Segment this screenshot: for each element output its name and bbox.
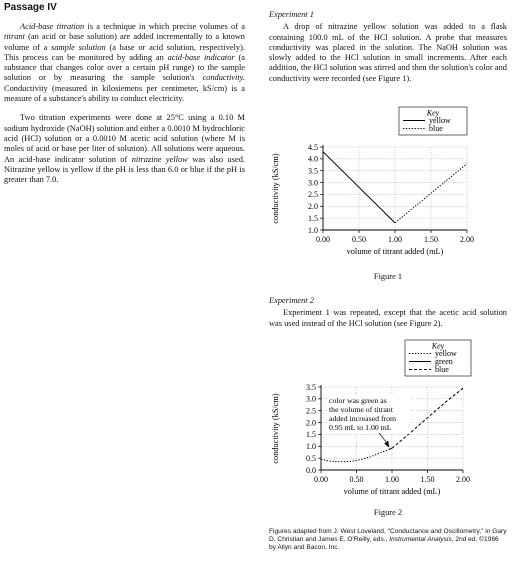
passage-text-run: (a base or acid solution, respectively). This process can be monitored by adding an: [4, 42, 246, 62]
y-tick-label: 2.0: [306, 418, 316, 428]
x-tick-label: 0.50: [352, 235, 366, 244]
figure-credit: [269, 528, 507, 553]
legend-title: Key: [431, 341, 445, 351]
passage-title: Passage IV: [4, 2, 57, 13]
experiment-2-section: [269, 296, 507, 329]
y-tick-label: 3.5: [308, 166, 318, 176]
figure-2-chart: [269, 337, 507, 505]
passage-text: [4, 22, 245, 194]
credit-text-after: 2nd ed. ©1986 by Allyn and Bacon, Inc.: [269, 536, 499, 552]
x-axis-label: volume of titrant added (mL): [343, 487, 441, 496]
y-tick-label: 1.0: [306, 442, 316, 452]
legend-label-yellow: yellow: [435, 349, 457, 358]
passage-text-run: is a technique in which precise volumes of a: [84, 22, 245, 31]
series-yellow-line: [321, 450, 389, 462]
y-tick-label: 4.5: [308, 142, 318, 152]
figure-1-caption: Figure 1: [373, 272, 403, 281]
x-tick-label: 1.00: [385, 475, 399, 484]
y-tick-label: 3.0: [308, 178, 318, 188]
credit-book-title: Instrumental Analysis,: [389, 536, 454, 544]
passage-text-run: (an acid or base solution) are added incrementally to a known volume of a: [4, 32, 245, 52]
annotation-text-line: the volume of titrant: [329, 405, 393, 414]
experiment-2-title: Experiment 2: [269, 296, 314, 305]
experiment-1-text: A drop of nitrazine yellow solution was added to a flask containing 100.0 mL of the HCl solution. A probe that measures conductivity was placed in the solution. The NaOH solution was slowly added to the HCl solution in small increments. After each addition, the HCl solution was stirred and then the solution's color and conductivity were recorded (see Figure 1).: [269, 22, 507, 83]
passage-text-run: was also used. Nitrazine yellow is yellow if the pH is less than 6.0 or blue if the pH is greater than 7.0.: [4, 154, 245, 185]
experiment-1-title: Experiment 1: [269, 10, 314, 19]
y-tick-label: 4.0: [308, 154, 318, 164]
legend-label-green: green: [435, 357, 453, 366]
passage-text-run: titrant: [4, 32, 25, 42]
intro-paragraph: [4, 22, 245, 104]
passage-text-run: (a substance that changes color over a certain pH range) to the sample solution or by measuring the sample solution's: [4, 52, 245, 83]
passage-text-run: acid-base indicator: [167, 52, 235, 62]
annotation-text-line: added increased from: [329, 414, 397, 423]
passage-text-run: Two titration experiments were done at 25°C using a 0.10 M sodium hydroxide (NaOH) solution and either a 0.0010 M hydrochloric acid (HCl) solution or a 0.0010 M acetic acid solution (where M is moles of acid or base per liter of solution). All solutions were aqueous. An acid-base indicator solution of: [4, 113, 245, 164]
x-tick-label: 2.00: [456, 475, 470, 484]
y-tick-label: 3.0: [306, 394, 316, 404]
annotation-text-line: 0.95 mL to 1.00 mL: [329, 423, 392, 432]
y-tick-label: 1.5: [306, 430, 316, 440]
y-tick-label: 3.5: [306, 382, 316, 392]
passage-text-run: Conductivity (measured in kilosiemens per centimeter, kS/cm) is a measure of a substance's ability to conduct electricity.: [4, 83, 245, 104]
legend-label-blue: blue: [435, 365, 449, 374]
x-tick-label: 2.00: [460, 235, 474, 244]
x-tick-label: 0.00: [316, 235, 330, 244]
passage-text-run: sample solution: [51, 42, 106, 52]
y-tick-label: 0.5: [306, 453, 316, 463]
y-tick-label: 2.5: [308, 190, 318, 200]
x-tick-label: 0.50: [349, 475, 364, 484]
x-tick-label: 1.00: [388, 235, 402, 244]
credit-text-before: Figures adapted from J. West Loveland, "Conductance and Oscillometry," in Gary D. Christian and James E. O'Reilly, eds.,: [269, 528, 507, 544]
y-tick-label: 2.0: [308, 202, 318, 212]
experiment-2-text: Experiment 1 was repeated, except that the acetic acid solution was used instead of the HCl solution (see Figure 2).: [269, 308, 507, 328]
y-tick-label: 0.0: [306, 465, 316, 475]
passage-text-run: conductivity.: [202, 73, 245, 83]
passage-text-run: Acid-base titration: [20, 22, 85, 31]
experiments-paragraph: [4, 113, 245, 185]
legend-label-yellow: yellow: [429, 116, 451, 125]
annotation-arrowhead: [384, 441, 389, 448]
x-tick-label: 1.50: [420, 475, 435, 484]
legend-label-blue: blue: [429, 124, 443, 133]
y-axis-label: conductivity (kS/cm): [271, 153, 280, 224]
legend-title: Key: [426, 108, 440, 118]
figure-1-chart: [269, 105, 507, 270]
x-tick-label: 0.00: [314, 475, 328, 484]
y-tick-label: 1.5: [308, 213, 318, 223]
passage-text-run: nitrazine yellow: [131, 154, 188, 164]
y-axis-label: conductivity (kS/cm): [271, 393, 280, 464]
y-tick-label: 1.0: [308, 225, 318, 235]
annotation-text-line: color was green as: [329, 396, 387, 405]
x-axis-label: volume of titrant added (mL): [346, 247, 444, 256]
y-tick-label: 2.5: [306, 406, 316, 416]
series-green-line: [389, 448, 393, 449]
experiment-1-section: [269, 10, 507, 84]
x-tick-label: 1.50: [424, 235, 438, 244]
figure-2-caption: Figure 2: [373, 508, 403, 517]
